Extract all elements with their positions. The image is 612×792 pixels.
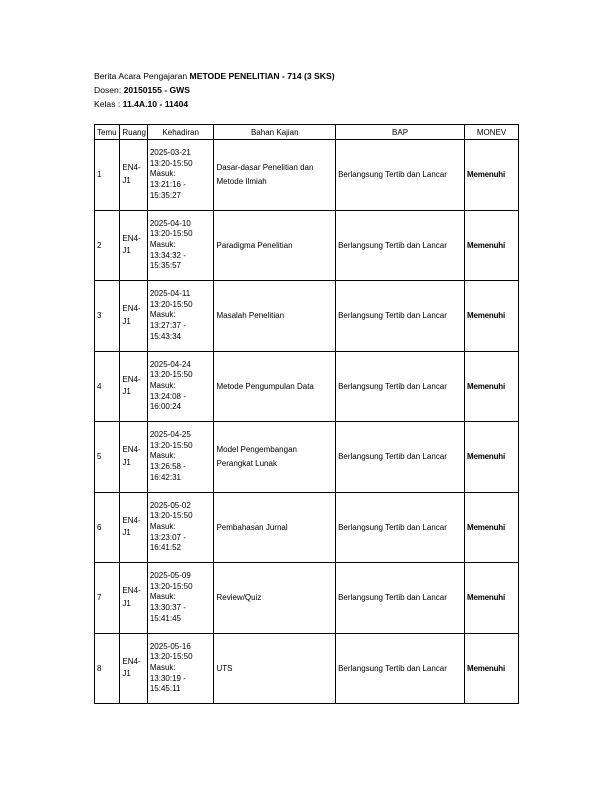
bahan-kajian-cell: Paradigma Penelitian: [214, 210, 336, 281]
monev-cell: Memenuhi: [465, 210, 519, 281]
bap-cell: Berlangsung Tertib dan Lancar: [336, 351, 465, 422]
ruang-cell: EN4-J1: [120, 281, 147, 352]
kehadiran-cell: 2025-04-24 13:20-15:50 Masuk: 13:24:08 - 16:00:24: [147, 351, 214, 422]
monev-cell: Memenuhi: [465, 281, 519, 352]
bap-cell: Berlangsung Tertib dan Lancar: [336, 633, 465, 704]
monev-cell: Memenuhi: [465, 351, 519, 422]
temu-cell: 2: [95, 210, 120, 281]
col-header-temu: Temu: [95, 125, 120, 140]
monev-cell: Memenuhi: [465, 492, 519, 563]
lecturer-id: 20150155 - GWS: [123, 85, 191, 95]
bahan-kajian-cell: Masalah Penelitian: [214, 281, 336, 352]
monev-cell: Memenuhi: [465, 563, 519, 634]
ruang-cell: EN4-J1: [120, 563, 147, 634]
col-header-ruang: Ruang: [120, 125, 147, 140]
kehadiran-cell: 2025-05-09 13:20-15:50 Masuk: 13:30:37 - 15:41:45: [147, 563, 214, 634]
ruang-cell: EN4-J1: [120, 422, 147, 493]
bap-cell: Berlangsung Tertib dan Lancar: [336, 140, 465, 211]
ruang-cell: EN4-J1: [120, 492, 147, 563]
ruang-cell: EN4-J1: [120, 140, 147, 211]
col-header-monev: MONEV: [465, 125, 519, 140]
title-line: Berita Acara Pengajaran METODE PENELITIAN - 714 (3 SKS): [94, 71, 335, 81]
kehadiran-cell: 2025-04-10 13:20-15:50 Masuk: 13:34:32 - 15:35:57: [147, 210, 214, 281]
bahan-kajian-cell: UTS: [214, 633, 336, 704]
ruang-cell: EN4-J1: [120, 351, 147, 422]
temu-cell: 7: [95, 563, 120, 634]
col-header-kehadiran: Kehadiran: [147, 125, 214, 140]
ruang-cell: EN4-J1: [120, 210, 147, 281]
kehadiran-cell: 2025-03-21 13:20-15:50 Masuk: 13:21:16 - 15:35:27: [147, 140, 214, 211]
table-row: [95, 633, 519, 704]
monev-cell: Memenuhi: [465, 422, 519, 493]
bap-cell: Berlangsung Tertib dan Lancar: [336, 210, 465, 281]
course-name: METODE PENELITIAN - 714 (3 SKS): [189, 71, 335, 81]
class-id: 11.4A.10 - 11404: [122, 99, 189, 109]
temu-cell: 8: [95, 633, 120, 704]
col-header-bahan-kajian: Bahan Kajian: [214, 125, 336, 140]
table-row: [95, 422, 519, 493]
kehadiran-cell: 2025-05-02 13:20-15:50 Masuk: 13:23:07 - 16:41:52: [147, 492, 214, 563]
bahan-kajian-cell: Dasar-dasar Penelitian dan Metode Ilmiah: [214, 140, 336, 211]
temu-cell: 6: [95, 492, 120, 563]
temu-cell: 4: [95, 351, 120, 422]
bahan-kajian-cell: Metode Pengumpulan Data: [214, 351, 336, 422]
kehadiran-cell: 2025-04-11 13:20-15:50 Masuk: 13:27:37 - 15:43:34: [147, 281, 214, 352]
table-row: [95, 281, 519, 352]
table-row: [95, 351, 519, 422]
bahan-kajian-cell: Model Pengembangan Perangkat Lunak: [214, 422, 336, 493]
bap-cell: Berlangsung Tertib dan Lancar: [336, 563, 465, 634]
col-header-bap: BAP: [336, 125, 465, 140]
temu-cell: 3: [95, 281, 120, 352]
kehadiran-cell: 2025-05-16 13:20-15:50 Masuk: 13:30:19 - 15:45:11: [147, 633, 214, 704]
bap-cell: Berlangsung Tertib dan Lancar: [336, 281, 465, 352]
table-header-row: [95, 125, 519, 140]
kehadiran-cell: 2025-04-25 13:20-15:50 Masuk: 13:26:58 - 16:42:31: [147, 422, 214, 493]
bahan-kajian-cell: Pembahasan Jurnal: [214, 492, 336, 563]
temu-cell: 5: [95, 422, 120, 493]
monev-cell: Memenuhi: [465, 140, 519, 211]
monev-cell: Memenuhi: [465, 633, 519, 704]
class-line: Kelas : 11.4A.10 - 11404: [94, 99, 189, 109]
ruang-cell: EN4-J1: [120, 633, 147, 704]
table-row: [95, 492, 519, 563]
temu-cell: 1: [95, 140, 120, 211]
lecturer-line: Dosen: 20150155 - GWS: [94, 85, 191, 95]
bap-cell: Berlangsung Tertib dan Lancar: [336, 492, 465, 563]
table-row: [95, 140, 519, 211]
table-row: [95, 210, 519, 281]
bahan-kajian-cell: Review/Quiz: [214, 563, 336, 634]
bap-cell: Berlangsung Tertib dan Lancar: [336, 422, 465, 493]
table-row: [95, 563, 519, 634]
document-header: [94, 69, 335, 111]
attendance-table: [94, 124, 519, 704]
